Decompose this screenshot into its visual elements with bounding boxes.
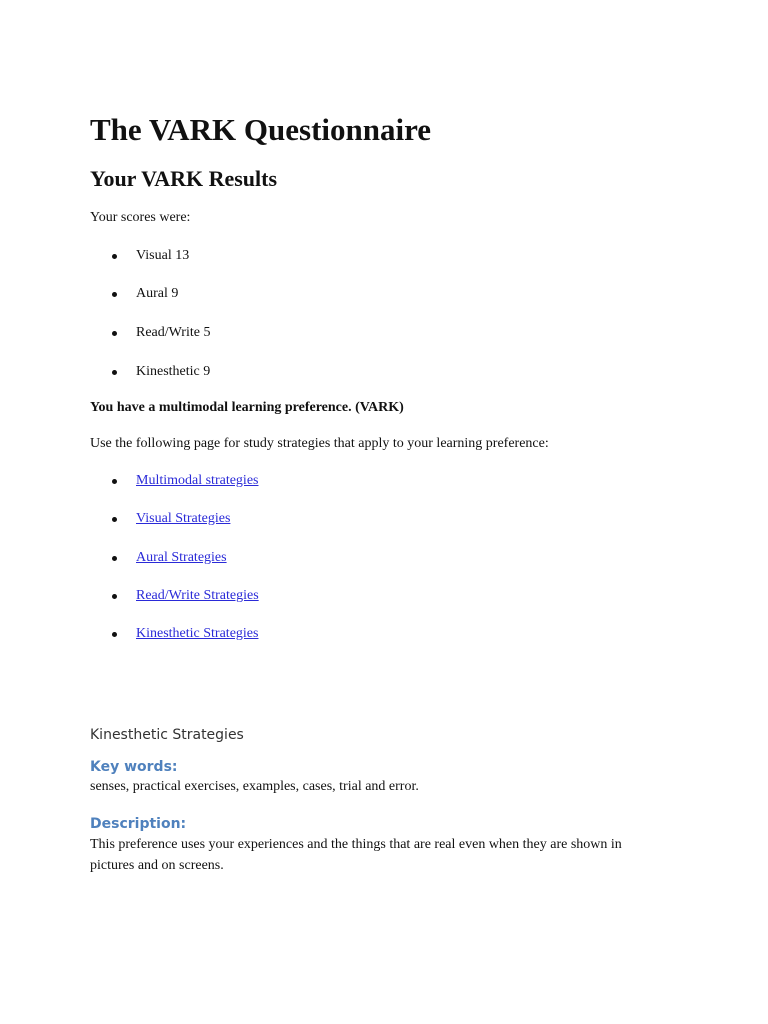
description-label: Description: [90, 816, 187, 832]
bullet-icon [112, 254, 117, 259]
bullet-icon [112, 632, 117, 637]
page-title: The VARK Questionnaire [90, 112, 432, 147]
aural-strategies-link[interactable]: Aural Strategies [136, 550, 227, 565]
description-line-2: pictures and on screens. [90, 858, 224, 873]
keywords-label: Key words: [90, 759, 178, 775]
bullet-icon [112, 292, 117, 297]
bullet-icon [112, 370, 117, 375]
bullet-icon [112, 556, 117, 561]
kinesthetic-section-heading: Kinesthetic Strategies [90, 727, 244, 743]
preference-statement: You have a multimodal learning preference. (VARK) [90, 400, 404, 415]
readwrite-strategies-link[interactable]: Read/Write Strategies [136, 588, 259, 603]
bullet-icon [112, 479, 117, 484]
kinesthetic-strategies-link[interactable]: Kinesthetic Strategies [136, 626, 259, 641]
description-line-1: This preference uses your experiences and the things that are real even when they are shown in [90, 837, 622, 852]
bullet-icon [112, 594, 117, 599]
multimodal-strategies-link[interactable]: Multimodal strategies [136, 473, 259, 488]
results-heading: Your VARK Results [90, 166, 278, 191]
scores-intro: Your scores were: [90, 210, 191, 225]
keywords-text: senses, practical exercises, examples, cases, trial and error. [90, 779, 419, 794]
bullet-icon [112, 517, 117, 522]
document-page: The VARK Questionnaire Your VARK Results Your scores were: Visual 13 Aural 9 Read/Write 5 Kinesthetic 9 You have a multimodal learning preference. (VARK) Use the following page for study strategies that apply to your learning preference: Multimodal strategies Visual Strategies Aural Strategies Read/Write Strategies Kinesthetic Strategies Kinesthetic Strategies Key words: senses, practical exercises, examples, cases, trial and error. Description: This preference uses your experiences and the things that are real even when they are shown in pictures and on screens. [0, 0, 768, 1024]
visual-strategies-link[interactable]: Visual Strategies [136, 511, 231, 526]
bullet-icon [112, 331, 117, 336]
strategies-intro: Use the following page for study strategies that apply to your learning preference: [90, 436, 549, 451]
